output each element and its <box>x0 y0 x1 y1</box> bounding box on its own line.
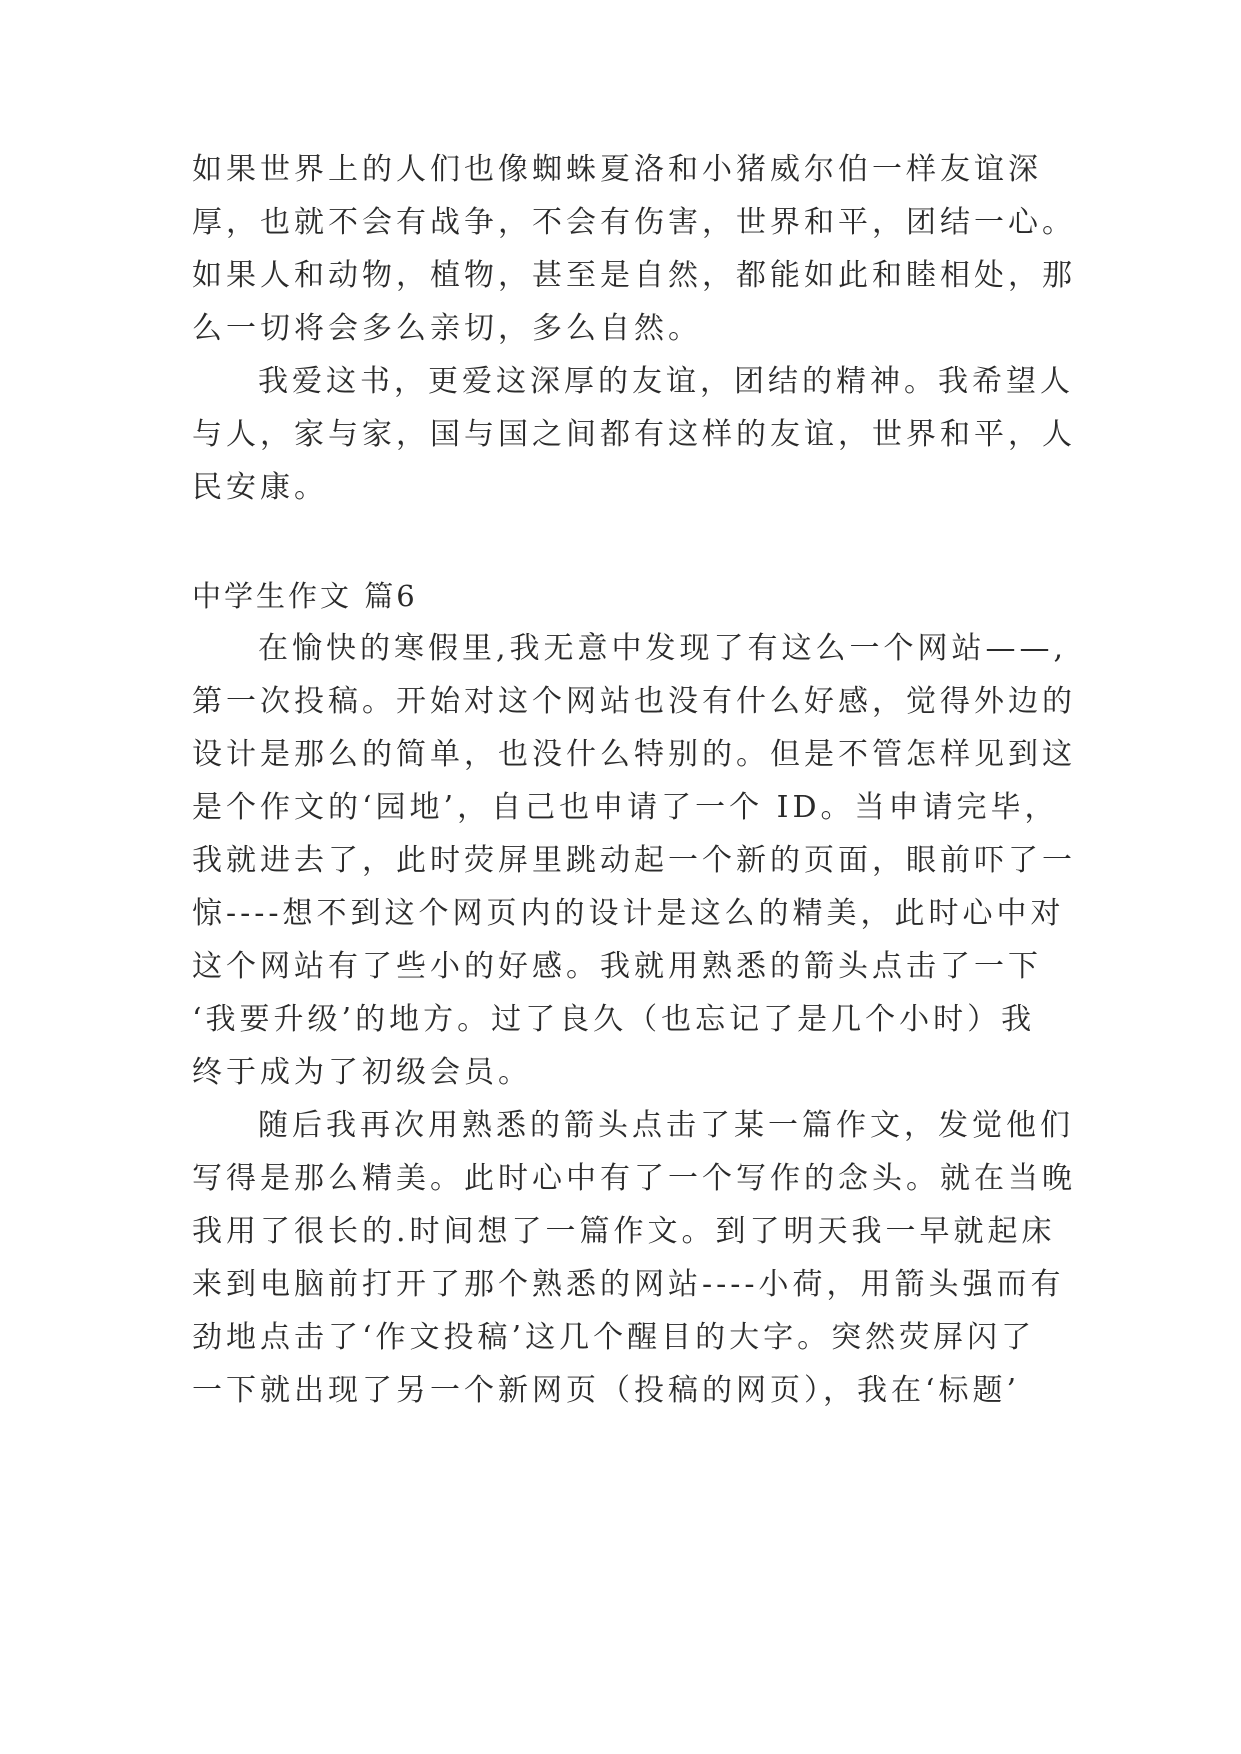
paragraph-line: 在愉快的寒假里,我无意中发现了有这么一个网站——, <box>258 631 1068 666</box>
paragraph-line: 我爱这书，更爱这深厚的友谊，团结的精神。我希望人 <box>258 364 1074 399</box>
paragraph-line: 是个作文的‘园地’，自己也申请了一个 ID。当申请完毕， <box>192 790 1059 825</box>
paragraph-line: 惊----想不到这个网页内的设计是这么的精美，此时心中对 <box>192 896 1065 931</box>
paragraph-line: 第一次投稿。开始对这个网站也没有什么好感，觉得外边的 <box>192 684 1076 719</box>
paragraph-line: 来到电脑前打开了那个熟悉的网站----小荷，用箭头强而有 <box>192 1267 1065 1302</box>
paragraph-line: ‘我要升级’的地方。过了良久（也忘记了是几个小时）我 <box>192 1002 1036 1037</box>
paragraph-line: 这个网站有了些小的好感。我就用熟悉的箭头点击了一下 <box>192 949 1042 984</box>
paragraph-line: 如果世界上的人们也像蜘蛛夏洛和小猪威尔伯一样友谊深 <box>192 152 1042 187</box>
paragraph-line: 设计是那么的简单，也没什么特别的。但是不管怎样见到这 <box>192 737 1076 772</box>
paragraph-line: 我就进去了，此时荧屏里跳动起一个新的页面，眼前吓了一 <box>192 843 1076 878</box>
paragraph-line: 终于成为了初级会员。 <box>192 1055 532 1090</box>
paragraph-line: 民安康。 <box>192 470 328 505</box>
paragraph-line: 随后我再次用熟悉的箭头点击了某一篇作文，发觉他们 <box>258 1108 1074 1143</box>
paragraph-line: 写得是那么精美。此时心中有了一个写作的念头。就在当晚 <box>192 1161 1076 1196</box>
paragraph-line: 么一切将会多么亲切，多么自然。 <box>192 311 702 346</box>
paragraph-line: 劲地点击了‘作文投稿’这几个醒目的大字。突然荧屏闪了 <box>192 1320 1036 1355</box>
section-heading: 中学生作文 篇6 <box>192 579 418 613</box>
paragraph-line: 如果人和动物，植物，甚至是自然，都能如此和睦相处，那 <box>192 258 1076 293</box>
paragraph-line: 厚，也就不会有战争，不会有伤害，世界和平，团结一心。 <box>192 205 1076 240</box>
paragraph-line: 与人，家与家，国与国之间都有这样的友谊，世界和平，人 <box>192 417 1076 452</box>
paragraph-line: 我用了很长的.时间想了一篇作文。到了明天我一早就起床 <box>192 1214 1056 1249</box>
paragraph-line: 一下就出现了另一个新网页（投稿的网页），我在‘标题’ <box>192 1373 1021 1408</box>
